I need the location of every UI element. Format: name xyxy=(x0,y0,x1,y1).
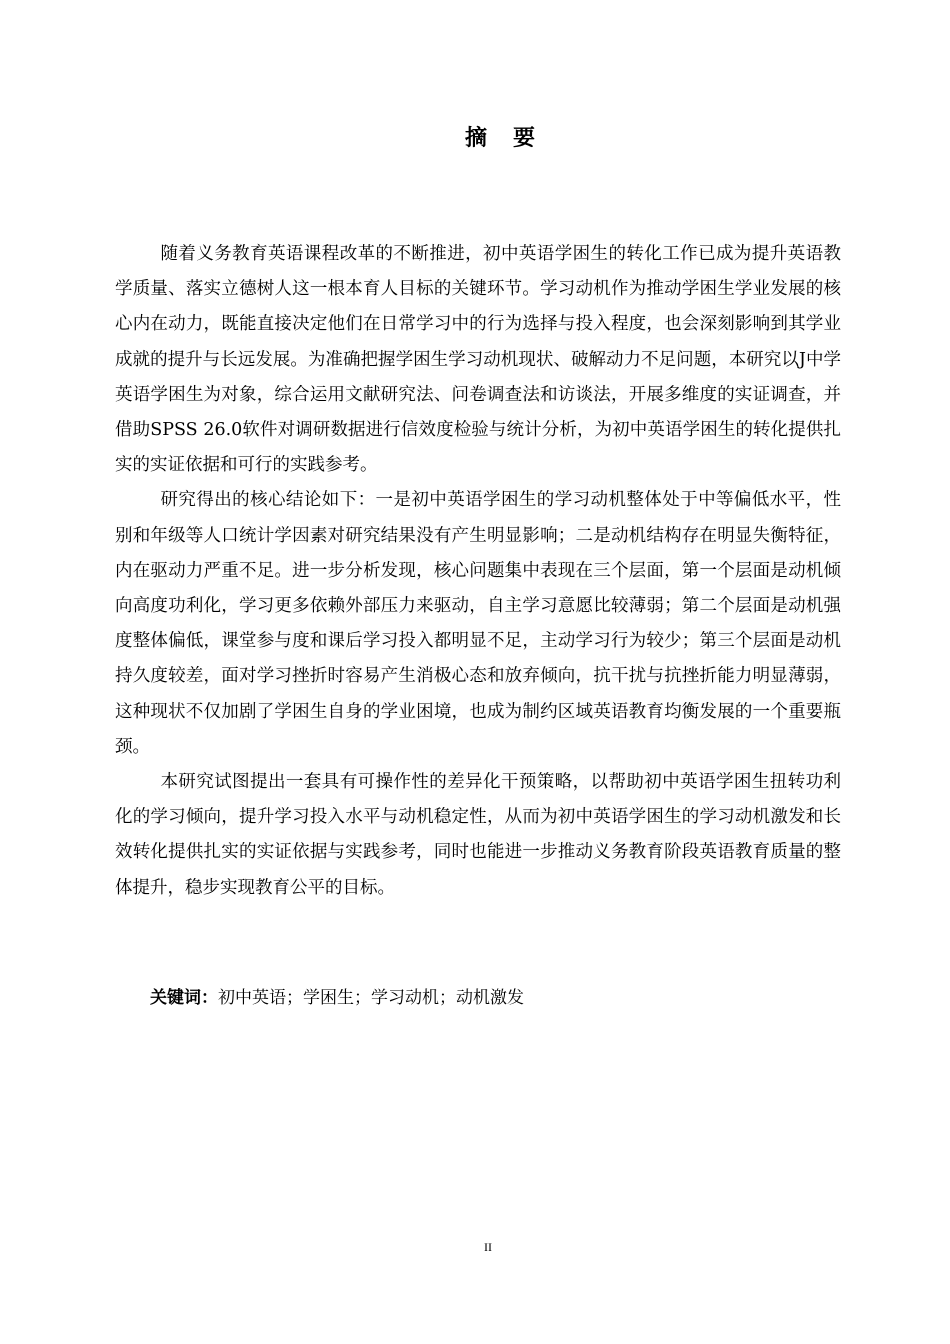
abstract-body xyxy=(115,237,841,906)
abstract-paragraph-1: 随着义务教育英语课程改革的不断推进，初中英语学困生的转化工作已成为提升英语教学质量、落实立德树人这一根本育人目标的关键环节。学习动机作为推动学困生学业发展的核心内在动力，既能直接决定他们在日常学习中的行为选择与投入程度，也会深刻影响到其学业成就的提升与长远发展。为准确把握学困生学习动机现状、破解动力不足问题，本研究以J中学英语学困生为对象，综合运用文献研究法、问卷调查法和访谈法，开展多维度的实证调查，并借助SPSS 26.0软件对调研数据进行信效度检验与统计分析，为初中英语学困生的转化提供扎实的实证依据和可行的实践参考。 xyxy=(115,244,841,476)
title-char-2: 要 xyxy=(513,126,536,151)
page-title xyxy=(0,122,950,156)
page-number: II xyxy=(484,1240,492,1254)
keywords-line xyxy=(150,981,524,1015)
abstract-paragraph-2: 研究得出的核心结论如下：一是初中英语学困生的学习动机整体处于中等偏低水平，性别和年级等人口统计学因素对研究结果没有产生明显影响；二是动机结构存在明显失衡特征，内在驱动力严重不足。进一步分析发现，核心问题集中表现在三个层面，第一个层面是动机倾向高度功利化，学习更多依赖外部压力来驱动，自主学习意愿比较薄弱；第二个层面是动机强度整体偏低，课堂参与度和课后学习投入都明显不足，主动学习行为较少；第三个层面是动机持久度较差，面对学习挫折时容易产生消极心态和放弃倾向，抗干扰与抗挫折能力明显薄弱，这种现状不仅加剧了学困生自身的学业困境，也成为制约区域英语教育均衡发展的一个重要瓶颈。 xyxy=(115,490,841,757)
keywords-label: 关键词： xyxy=(150,988,218,1008)
abstract-paragraph-3: 本研究试图提出一套具有可操作性的差异化干预策略，以帮助初中英语学困生扭转功利化的学习倾向，提升学习投入水平与动机稳定性，从而为初中英语学困生的学习动机激发和长效转化提供扎实的实证依据与实践参考，同时也能进一步推动义务教育阶段英语教育质量的整体提升，稳步实现教育公平的目标。 xyxy=(115,772,841,898)
keywords-value: 初中英语；学困生；学习动机；动机激发 xyxy=(218,988,524,1008)
title-char-1: 摘 xyxy=(464,126,487,151)
